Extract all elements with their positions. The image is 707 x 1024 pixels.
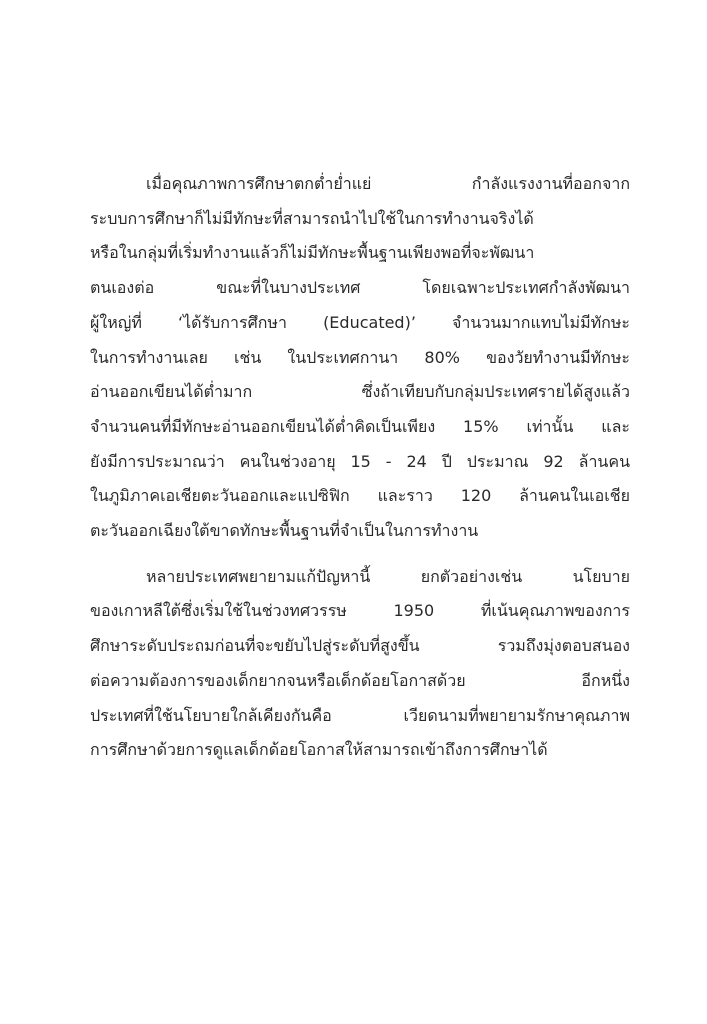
text-line: หลายประเทศพยายามแก้ปัญหานี้ ยกตัวอย่างเช่น นโยบาย [146, 566, 630, 586]
text-line: ในภูมิภาคเอเชียตะวันออกและแปซิฟิก และราว 120 ล้านคนในเอเชีย [90, 486, 630, 506]
text-line: ในการทำงานเลย เช่น ในประเทศกานา 80% ของวัยทำงานมีทักษะ [90, 347, 630, 367]
text-line: จำนวนคนที่มีทักษะอ่านออกเขียนได้ต่ำคิดเป็นเพียง 15% เท่านั้น และ [90, 416, 630, 436]
text-line: ยังมีการประมาณว่า คนในช่วงอายุ 15 - 24 ปี ประมาณ 92 ล้านคน [90, 451, 630, 471]
text-line: ระบบการศึกษาก็ไม่มีทักษะที่สามารถนำไปใช้ในการทำงานจริงได้ [90, 208, 534, 228]
text-line: อ่านออกเขียนได้ต่ำมาก ซึ่งถ้าเทียบกับกลุ่มประเทศรายได้สูงแล้ว [90, 382, 630, 402]
body-text [90, 167, 630, 768]
text-line: ต่อความต้องการของเด็กยากจนหรือเด็กด้อยโอกาสด้วย อีกหนึ่ง [90, 670, 630, 690]
text-line: ตนเองต่อ ขณะที่ในบางประเทศ โดยเฉพาะประเทศกำลังพัฒนา [90, 278, 630, 298]
text-line: เมื่อคุณภาพการศึกษาตกต่ำย่ำแย่ กำลังแรงงานที่ออกจาก [146, 174, 630, 193]
text-line: ของเกาหลีใต้ซึ่งเริ่มใช้ในช่วงทศวรรษ 1950 ที่เน้นคุณภาพของการ [90, 601, 630, 621]
paragraph-1 [90, 167, 630, 549]
paragraph-2 [90, 560, 630, 768]
text-line: ผู้ใหญ่ที่ ‘ได้รับการศึกษา (Educated)’ จำนวนมากแทบไม่มีทักษะ [90, 312, 630, 332]
text-line: หรือในกลุ่มที่เริ่มทำงานแล้วก็ไม่มีทักษะพื้นฐานเพียงพอที่จะพัฒนา [90, 243, 535, 263]
text-line: การศึกษาด้วยการดูแลเด็กด้อยโอกาสให้สามารถเข้าถึงการศึกษาได้ [90, 740, 548, 760]
text-line: ตะวันออกเฉียงใต้ขาดทักษะพื้นฐานที่จำเป็นในการทำงาน [90, 521, 479, 541]
text-line: ศึกษาระดับประถมก่อนที่จะขยับไปสู่ระดับที่สูงขึ้น รวมถึงมุ่งตอบสนอง [90, 636, 630, 656]
text-line: ประเทศที่ใช้นโยบายใกล้เคียงกันคือ เวียดนามที่พยายามรักษาคุณภาพ [90, 705, 630, 725]
